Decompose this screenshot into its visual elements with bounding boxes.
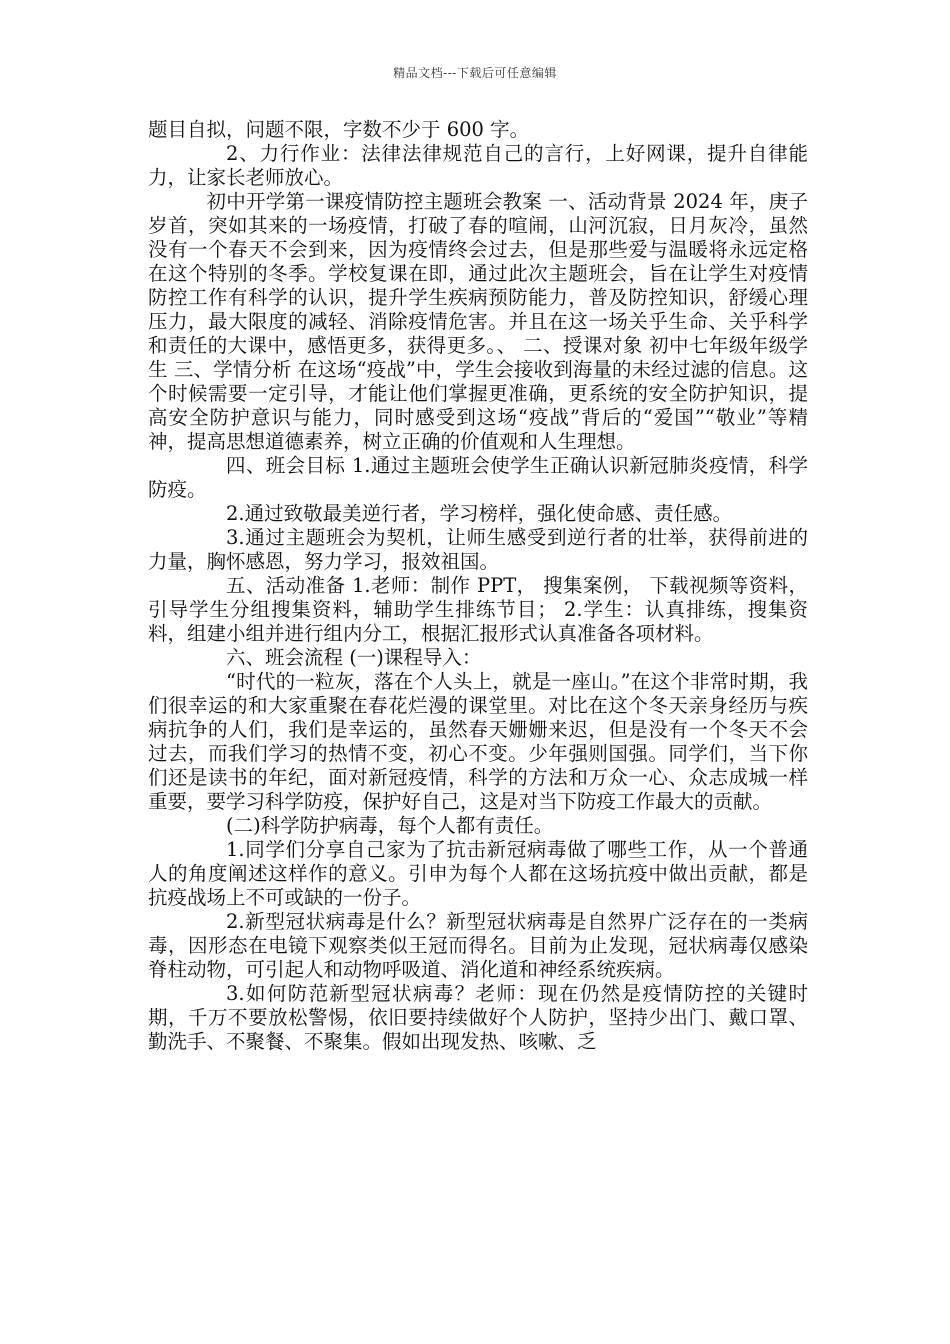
document-body xyxy=(148,118,808,1054)
paragraph: 题目自拟，问题不限，字数不少于 600 字。 xyxy=(148,118,530,141)
paragraph: “时代的一粒灰，落在个人头上，就是一座山。”在这个非常时期，我们很幸运的和大家重聚在春花烂漫的课堂里。对比在这个冬天亲身经历与疾病抗争的人们，我们是幸运的，虽然春天姗姗来迟，但是没有一个冬天不会过去，而我们学习的热情不变，初心不变。少年强则国强。同学们，当下你们还是读书的年纪，面对新冠疫情，科学的方法和万众一心、众志成城一样重要，要学习科学防疫，保护好自己，这是对当下防疫工作最大的贡献。 xyxy=(148,670,808,813)
paragraph: 2、力行作业：法律法律规范自己的言行，上好网课，提升自律能力，让家长老师放心。 xyxy=(148,142,808,189)
paragraph: (二)科学防护病毒，每个人都有责任。 xyxy=(226,814,554,837)
paragraph: 3.通过主题班会为契机，让师生感受到逆行者的壮举，获得前进的力量，胸怀感恩，努力学习，报效祖国。 xyxy=(148,526,808,573)
page-header: 精品文档---下载后可任意编辑 xyxy=(393,66,557,80)
paragraph: 五、活动准备 1.老师：制作 PPT， 搜集案例， 下载视频等资料， 引导学生分组搜集资料，辅助学生排练节目； 2.学生：认真排练，搜集资料，组建小组并进行组内分工，根据汇报形式认真准备各项材料。 xyxy=(148,574,808,645)
paragraph: 1.同学们分享自己家为了抗击新冠病毒做了哪些工作，从一个普通人的角度阐述这样作的意义。引申为每个人都在这场抗疫中做出贡献，都是抗疫战场上不可或缺的一份子。 xyxy=(148,838,808,909)
paragraph: 初中开学第一课疫情防控主题班会教案 一、活动背景 2024 年，庚子岁首，突如其来的一场疫情，打破了春的喧闹，山河沉寂，日月灰冷，虽然没有一个春天不会到来，因为疫情终会过去，但是那些爱与温暖将永远定格在这个特别的冬季。学校复课在即，通过此次主题班会，旨在让学生对疫情防控工作有科学的认识，提升学生疾病预防能力，普及防控知识，舒缓心理压力，最大限度的减轻、消除疫情危害。并且在这一场关乎生命、关乎科学和责任的大课中，感悟更多，获得更多。、 二、授课对象 初中七年级年级学生 三、学情分析 在这场“疫战”中，学生会接收到海量的未经过滤的信息。这个时候需要一定引导，才能让他们掌握更准确，更系统的安全防护知识，提高安全防护意识与能力，同时感受到这场“疫战”背后的“爱国”“敬业”等精神，提高思想道德素养，树立正确的价值观和人生理想。 xyxy=(148,190,808,453)
paragraph: 四、班会目标 1.通过主题班会使学生正确认识新冠肺炎疫情，科学防疫。 xyxy=(148,454,808,501)
paragraph: 2.新型冠状病毒是什么？新型冠状病毒是自然界广泛存在的一类病毒，因形态在电镜下观察类似王冠而得名。目前为止发现，冠状病毒仅感染脊柱动物，可引起人和动物呼吸道、消化道和神经系统疾病。 xyxy=(148,910,808,981)
paragraph: 六、班会流程 (一)课程导入： xyxy=(226,646,482,669)
paragraph: 3.如何防范新型冠状病毒？老师：现在仍然是疫情防控的关键时期，千万不要放松警惕，依旧要持续做好个人防护，坚持少出门、戴口罩、勤洗手、不聚餐、不聚集。假如出现发热、咳嗽、乏 xyxy=(148,982,808,1053)
paragraph: 2.通过致敬最美逆行者，学习榜样，强化使命感、责任感。 xyxy=(226,502,733,525)
